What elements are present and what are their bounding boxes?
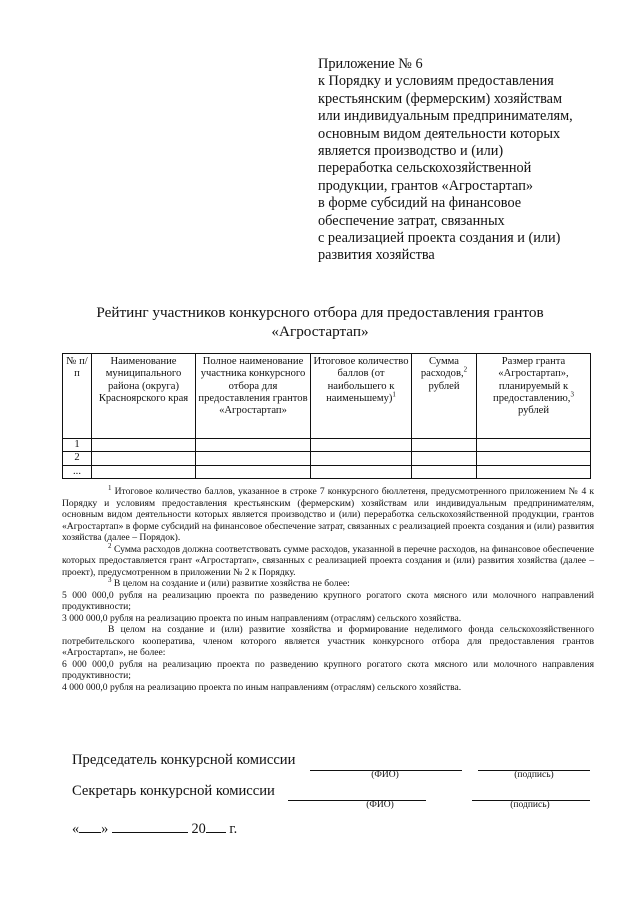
table-row — [63, 452, 591, 465]
table-cell — [412, 465, 477, 478]
date-open-quote: « — [72, 821, 80, 837]
table-cell — [196, 465, 311, 478]
appendix-line: основным видом деятельности которых — [318, 125, 561, 142]
footnote-3-item: 6 000 000,0 рубля на реализацию проекта по разведению крупного рогатого скота мясного или молочного направления продуктивности; — [62, 658, 594, 681]
date-year-prefix: 20 — [191, 821, 206, 837]
appendix-line: обеспечение затрат, связанных — [318, 212, 505, 229]
title-line-1: Рейтинг участников конкурсного отбора для предоставления грантов — [96, 304, 544, 321]
appendix-line: Приложение № 6 — [318, 56, 423, 72]
header-score-text: Итоговое количество баллов (от наибольшего к наименьшему) — [313, 356, 409, 404]
secretary-signature-caption: (подпись) — [510, 800, 550, 810]
appendix-line: является производство и (или) — [318, 143, 504, 160]
table-row — [63, 465, 591, 478]
appendix-line: продукции, грантов «Агростартап» — [318, 177, 533, 194]
date-day-blank[interactable] — [79, 818, 101, 833]
table-cell — [477, 452, 591, 465]
footnote-3-text: В целом на создание и (или) развитие хозяйства не более: — [113, 578, 350, 589]
table-cell — [196, 439, 311, 452]
header-expenses-text: Сумма расходов, — [420, 356, 464, 380]
appendix-line: к Порядку и условиям предоставления — [318, 73, 554, 90]
table-row — [63, 439, 591, 452]
header-number: № п/п — [63, 354, 92, 439]
footnote-3-item: 5 000 000,0 рубля на реализацию проекта по разведению крупного рогатого скота мясного или молочного направлений продуктивности; — [62, 589, 594, 612]
footnotes — [62, 483, 595, 693]
secretary-label: Секретарь конкурсной комиссии — [72, 783, 275, 799]
appendix-line: развития хозяйства — [318, 247, 435, 264]
footnote-1-text: Итоговое количество баллов, указанное в строке 7 конкурсного бюллетеня, предусмотренного приложением № 4 к Порядку и условиям предоставления крестьянским (фермерским) хозяйствам или индивидуальным предпринимателям, основным видом деятельности которых является производство и (или) переработка сельскохозяйственной продукции, грантов «Агростартап» в форме субсидий на финансовое обеспечение затрат, связанных с реализацией проекта создания и (или) развития хозяйства (далее – Порядок). — [62, 486, 595, 543]
table-cell — [477, 439, 591, 452]
row-number: ... — [63, 465, 92, 478]
table-cell — [477, 465, 591, 478]
chairman-fio-caption: (ФИО) — [371, 770, 399, 780]
table-cell — [92, 452, 196, 465]
table-cell — [412, 439, 477, 452]
footnote-2 — [62, 541, 594, 579]
header-grant — [477, 354, 591, 439]
appendix-line: переработка сельскохозяйственной — [318, 160, 532, 177]
appendix-line: или индивидуальным предпринимателям, — [318, 108, 573, 125]
footnote-3-item: 3 000 000,0 рубля на реализацию проекта по иным направлениям (отраслям) сельского хозяйства. — [62, 612, 462, 624]
secretary-fio-caption: (ФИО) — [366, 800, 394, 810]
date-month-blank[interactable] — [112, 818, 188, 833]
date-line — [72, 818, 237, 838]
row-number: 1 — [63, 439, 92, 452]
table-cell — [412, 452, 477, 465]
table-cell — [92, 465, 196, 478]
header-grant-text: Размер гранта «Агростартап», планируемый к предоставлению, — [493, 356, 571, 404]
title-line-2: «Агростартап» — [271, 323, 369, 340]
footnote-1 — [62, 483, 595, 544]
rating-table — [62, 353, 591, 479]
footnote-2-text: Сумма расходов должна соответствовать сумме расходов, указанной в перечне расходов, на финансовое обеспечение которых предоставляется грант «Агростартап», связанных с реализацией проекта создания и (или) развития хозяйства (далее – проект), предусмотренном в приложении № 2 к Порядку. — [62, 543, 594, 578]
date-year-blank[interactable] — [206, 818, 226, 833]
table-cell — [311, 439, 412, 452]
document-title — [60, 303, 580, 341]
appendix-line: крестьянским (фермерским) хозяйствам — [318, 90, 563, 107]
table-cell — [311, 452, 412, 465]
footnote-2-mark: 2 — [108, 541, 112, 550]
chairman-signature-caption: (подпись) — [514, 770, 554, 780]
footnote-ref-1: 1 — [392, 390, 396, 399]
date-close-quote: » — [101, 821, 109, 837]
header-expenses — [412, 354, 477, 439]
chairman-label: Председатель конкурсной комиссии — [72, 752, 296, 768]
footnote-3 — [62, 575, 594, 590]
header-grant-unit: рублей — [517, 405, 550, 417]
appendix-line: с реализацией проекта создания и (или) — [318, 230, 561, 247]
header-district: Наименование муниципального района (округа) Красноярского края — [92, 354, 196, 439]
footnote-3-item: 4 000 000,0 рубля на реализацию проекта по иным направлениям (отраслям) сельского хозяйства. — [62, 681, 462, 693]
header-score — [311, 354, 412, 439]
appendix-line: в форме субсидий на финансовое — [318, 195, 522, 212]
header-expenses-unit: рублей — [428, 380, 460, 392]
table-cell — [92, 439, 196, 452]
footnote-1-mark: 1 — [108, 483, 112, 492]
header-participant: Полное наименование участника конкурсного отбора для предоставления грантов «Агростартап» — [196, 354, 311, 439]
date-year-suffix: г. — [229, 821, 238, 837]
table-cell — [311, 465, 412, 478]
footnote-3-item: В целом на создание и (или) развитие хозяйства и формирование неделимого фонда сельскохозяйственного потребительского кооператива, членом которого является участник конкурсного отбора для предоставления грантов «Агростартап», не более: — [62, 624, 594, 658]
footnote-3-mark: 3 — [108, 575, 112, 584]
footnote-ref-2: 2 — [463, 365, 468, 374]
table-header-row — [63, 354, 591, 439]
row-number: 2 — [63, 452, 92, 465]
appendix-header — [318, 56, 618, 265]
footnote-ref-3: 3 — [570, 390, 574, 399]
table-cell — [196, 452, 311, 465]
